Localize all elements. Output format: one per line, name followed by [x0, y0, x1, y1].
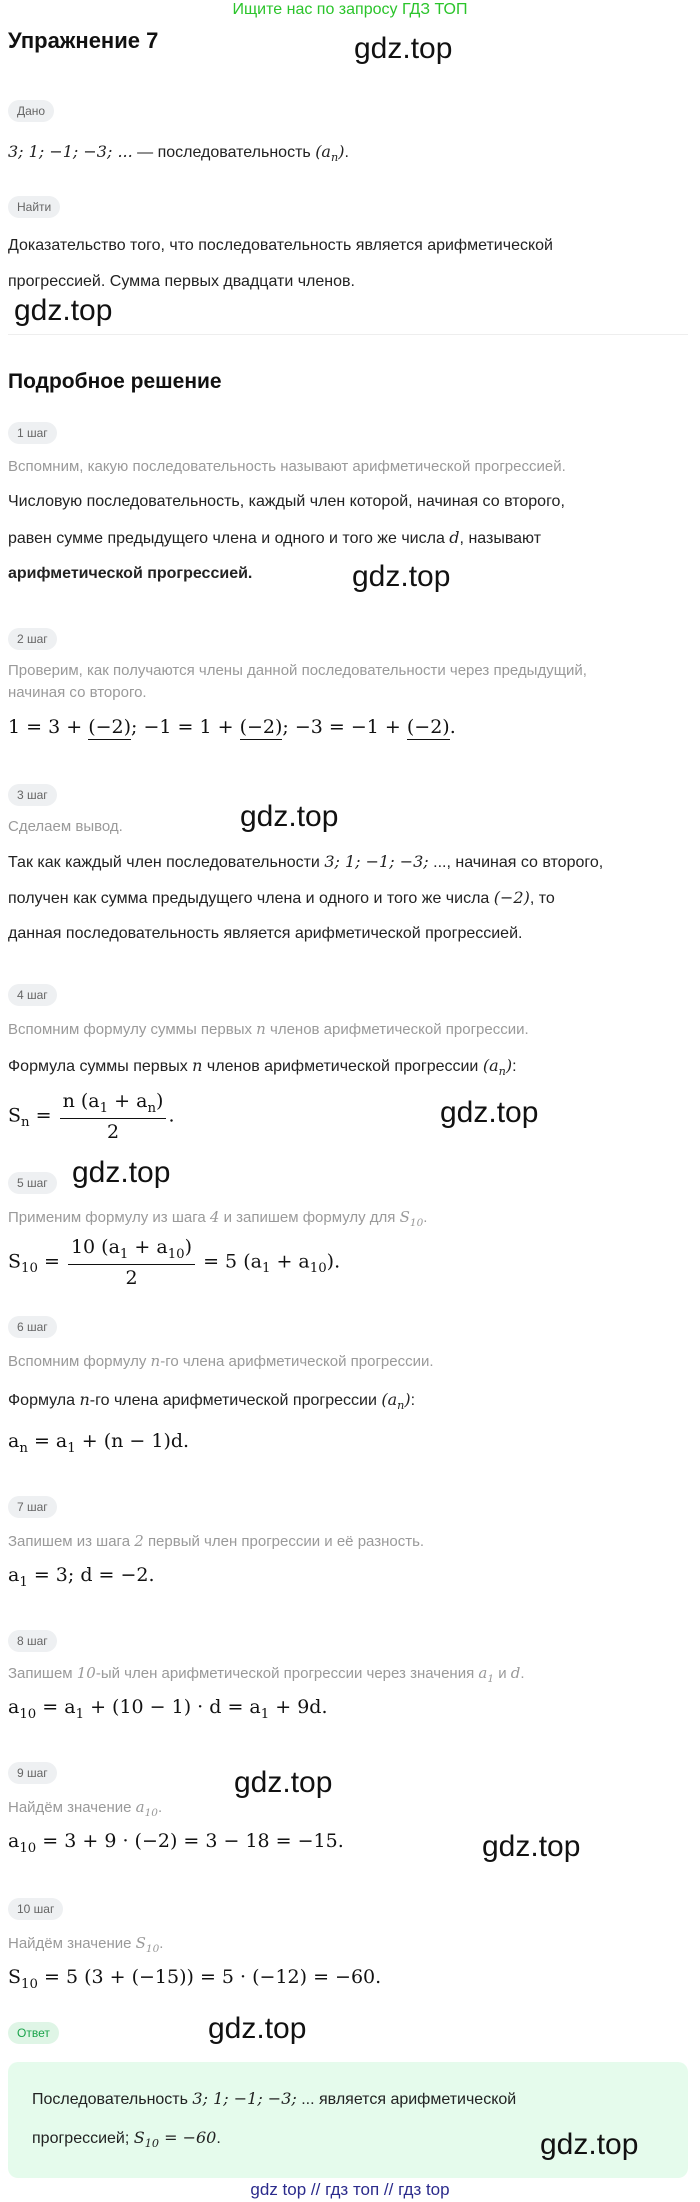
step-6-line-1: Формула n-го члена арифметической прогрессии $(a_n)$: — [8, 1390, 416, 1413]
step-5-tag: 5 шаг — [8, 1172, 57, 1194]
step-9-tag: 9 шаг — [8, 1762, 57, 1784]
step-7-tag: 7 шаг — [8, 1496, 57, 1518]
watermark: gdz.top — [14, 294, 113, 327]
divider — [8, 334, 688, 335]
answer-text: Последовательность 3; 1; −1; −3; ... является арифметической прогрессией; $S_{10} = -60$. — [32, 2089, 517, 2151]
step-5-formula: $S_{10}$ = $\frac{10 (a_1 + a_{10})}{2}$ = 5 $(a_1 + a_{10})$. — [8, 1236, 341, 1289]
step-1-line-1: Числовую последовательность, каждый член которой, начиная со второго, — [8, 493, 565, 510]
step-2-hint-2: начиная со второго. — [8, 684, 147, 701]
step-8-tag: 8 шаг — [8, 1630, 57, 1652]
step-2-hint-1: Проверим, как получаются члены данной последовательности через предыдущий, — [8, 662, 587, 679]
step-1-line-3: арифметической прогрессией. — [8, 565, 253, 582]
step-6-formula: $a_n = a_1 + (n - 1)d$. — [8, 1430, 190, 1456]
step-7-hint: Запишем из шага 2 первый член прогрессии и её разность. — [8, 1532, 425, 1550]
watermark: gdz.top — [352, 560, 451, 593]
footer-links[interactable]: gdz top // гдз топ // гдз top — [250, 2180, 450, 2199]
watermark: gdz.top — [240, 800, 339, 833]
step-2-tag: 2 шаг — [8, 628, 57, 650]
step-1-tag: 1 шаг — [8, 422, 57, 444]
step-4-hint: Вспомним формулу суммы первых n членов арифметической прогрессии. — [8, 1020, 529, 1038]
step-4-tag: 4 шаг — [8, 984, 57, 1006]
step-4-formula: $S_n$ = $\frac{n (a_1 + a_n)}{2}$ . — [8, 1090, 175, 1143]
solution-title: Подробное решение — [8, 370, 222, 393]
step-1-hint: Вспомним, какую последовательность называют арифметической прогрессией. — [8, 458, 566, 475]
step-3-tag: 3 шаг — [8, 784, 57, 806]
watermark: gdz.top — [440, 1096, 539, 1129]
step-10-formula: $S_{10} = 5$ (3 + (−15)) = 5 · (−12) = −60. — [8, 1966, 382, 1992]
step-6-hint: Вспомним формулу n-го члена арифметической прогрессии. — [8, 1352, 434, 1370]
step-1-line-2: равен сумме предыдущего члена и одного и того же числа d, называют — [8, 528, 542, 547]
step-7-formula: $a_1 = 3$; d = −2. — [8, 1564, 155, 1590]
step-4-line-1: Формула суммы первых n членов арифметической прогрессии $(a_n)$: — [8, 1056, 517, 1079]
watermark: gdz.top — [72, 1156, 171, 1189]
step-8-formula: $a_{10} = a_1 + (10 - 1) \cdot d = a_1 + 9d$. — [8, 1696, 328, 1722]
find-tag: Найти — [8, 196, 60, 218]
step-8-hint: Запишем 10-ый член арифметической прогрессии через значения $a_1$ и d. — [8, 1664, 525, 1685]
step-9-hint: Найдём значение $a_{10}$. — [8, 1798, 163, 1819]
watermark: gdz.top — [540, 2128, 639, 2161]
step-3-hint: Сделаем вывод. — [8, 818, 123, 835]
step-3-line-3: данная последовательность является арифметической прогрессией. — [8, 925, 523, 942]
step-10-tag: 10 шаг — [8, 1898, 63, 1920]
given-text: 3; 1; −1; −3; ... — последовательность $(a_n)$. — [8, 142, 349, 165]
step-5-hint: Применим формулу из шага 4 и запишем формулу для $S_{10}$. — [8, 1208, 428, 1229]
step-10-hint: Найдём значение $S_{10}$. — [8, 1934, 164, 1955]
watermark: gdz.top — [354, 32, 453, 65]
watermark: gdz.top — [234, 1766, 333, 1799]
find-line-2: прогрессией. Сумма первых двадцати членов. — [8, 273, 355, 290]
step-3-line-2: получен как сумма предыдущего члена и одного и того же числа (−2), то — [8, 888, 555, 907]
given-description: — последовательность — [137, 144, 311, 161]
step-3-line-1: Так как каждый член последовательности 3; 1; −1; −3; ..., начиная со второго, — [8, 852, 604, 871]
find-line-1: Доказательство того, что последовательность является арифметической — [8, 237, 553, 254]
exercise-title: Упражнение 7 — [8, 28, 159, 53]
step-9-formula: $a_{10} = 3 + 9 \cdot (-2) = 3 - 18 = -15$. — [8, 1830, 344, 1856]
step-6-tag: 6 шаг — [8, 1316, 57, 1338]
given-tag: Дано — [8, 100, 54, 122]
search-banner[interactable]: Ищите нас по запросу ГДЗ ТОП — [232, 1, 468, 18]
step-2-formula: 1 = 3 + (−2); −1 = 1 + (−2); −3 = −1 + (−2). — [8, 716, 456, 738]
watermark: gdz.top — [482, 1830, 581, 1863]
watermark: gdz.top — [208, 2012, 307, 2045]
answer-tag: Ответ — [8, 2022, 59, 2044]
